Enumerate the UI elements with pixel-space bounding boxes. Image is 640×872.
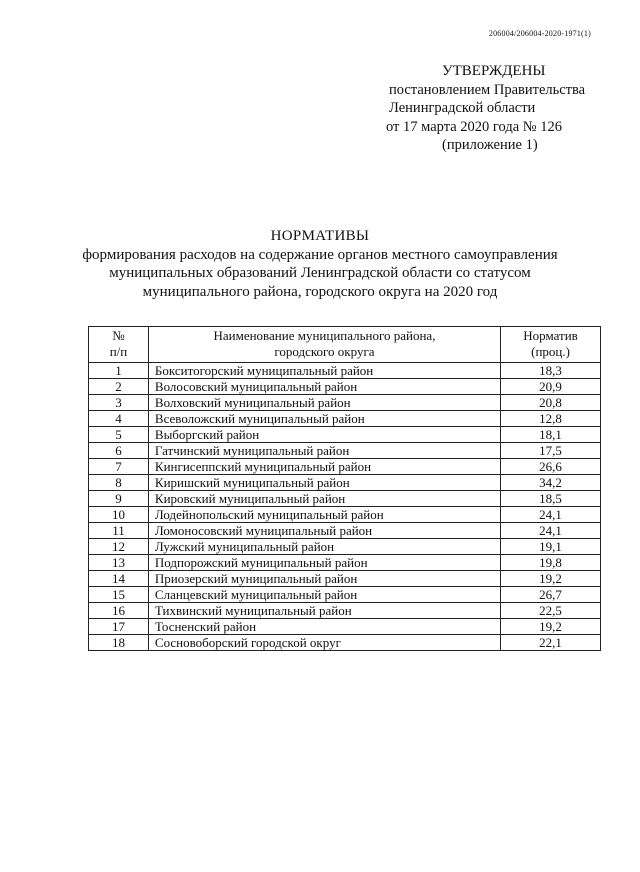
row-value: 34,2	[501, 475, 601, 491]
heading-line: муниципальных образований Ленинградской области со статусом	[109, 265, 531, 281]
approval-title: УТВЕРЖДЕНЫ	[442, 63, 546, 79]
row-value: 18,5	[501, 491, 601, 507]
row-value: 26,6	[501, 459, 601, 475]
row-name: Волховский муниципальный район	[148, 395, 500, 411]
table-row	[89, 523, 601, 539]
document-title: НОРМАТИВЫ	[270, 228, 370, 244]
document-id: 206004/206004-2020-1971(1)	[488, 29, 591, 38]
row-value: 22,5	[501, 603, 601, 619]
row-value: 20,8	[501, 395, 601, 411]
table-row	[89, 443, 601, 459]
row-name: Гатчинский муниципальный район	[148, 443, 500, 459]
table-row	[89, 555, 601, 571]
header-text: Норматив	[523, 328, 578, 343]
row-name: Кировский муниципальный район	[148, 491, 500, 507]
table-row	[89, 395, 601, 411]
table-row	[89, 587, 601, 603]
header-text: (проц.)	[531, 344, 570, 359]
table-row	[89, 571, 601, 587]
norms-table	[88, 326, 601, 651]
row-name: Сланцевский муниципальный район	[148, 587, 500, 603]
table-row	[89, 475, 601, 491]
table-row	[89, 507, 601, 523]
heading-line: муниципального района, городского округа на 2020 год	[142, 283, 498, 300]
row-name: Выборгский район	[148, 427, 500, 443]
approval-line: (приложение 1)	[442, 137, 538, 153]
row-num: 14	[89, 571, 149, 587]
row-name: Лодейнопольский муниципальный район	[148, 507, 500, 523]
header-text: п/п	[109, 344, 128, 359]
row-name: Киришский муниципальный район	[148, 475, 500, 491]
row-value: 22,1	[501, 635, 601, 651]
row-name: Приозерский муниципальный район	[148, 571, 500, 587]
row-num: 7	[89, 459, 149, 475]
row-num: 1	[89, 363, 149, 379]
row-num: 13	[89, 555, 149, 571]
row-name: Волосовский муниципальный район	[148, 379, 500, 395]
table-row	[89, 491, 601, 507]
row-num: 4	[89, 411, 149, 427]
header-text: городского округа	[274, 344, 375, 359]
row-value: 12,8	[501, 411, 601, 427]
row-value: 19,2	[501, 571, 601, 587]
header-name	[148, 327, 500, 363]
row-name: Сосновоборский городской округ	[148, 635, 500, 651]
table-row	[89, 379, 601, 395]
row-name: Всеволожский муниципальный район	[148, 411, 500, 427]
table-row	[89, 363, 601, 379]
row-name: Ломоносовский муниципальный район	[148, 523, 500, 539]
row-value: 20,9	[501, 379, 601, 395]
row-value: 26,7	[501, 587, 601, 603]
row-value: 19,2	[501, 619, 601, 635]
row-num: 5	[89, 427, 149, 443]
row-value: 19,8	[501, 555, 601, 571]
row-value: 24,1	[501, 523, 601, 539]
row-name: Тосненский район	[148, 619, 500, 635]
row-num: 17	[89, 619, 149, 635]
table-row	[89, 603, 601, 619]
row-name: Бокситогорский муниципальный район	[148, 363, 500, 379]
approval-line: постановлением Правительства	[389, 81, 586, 98]
row-num: 16	[89, 603, 149, 619]
row-value: 24,1	[501, 507, 601, 523]
header-value	[501, 327, 601, 363]
approval-line: от 17 марта 2020 года № 126	[386, 118, 562, 135]
table-row	[89, 411, 601, 427]
row-num: 12	[89, 539, 149, 555]
row-num: 6	[89, 443, 149, 459]
table-row	[89, 539, 601, 555]
row-value: 18,1	[501, 427, 601, 443]
row-name: Тихвинский муниципальный район	[148, 603, 500, 619]
table-header-row	[89, 327, 601, 363]
row-name: Кингисеппский муниципальный район	[148, 459, 500, 475]
approval-line: Ленинградской области	[389, 100, 536, 116]
table-row	[89, 635, 601, 651]
document-heading	[0, 227, 640, 301]
table-row	[89, 459, 601, 475]
row-num: 2	[89, 379, 149, 395]
row-num: 3	[89, 395, 149, 411]
row-name: Подпорожский муниципальный район	[148, 555, 500, 571]
heading-line: формирования расходов на содержание органов местного самоуправления	[82, 246, 558, 263]
header-text: Наименование муниципального района,	[213, 328, 436, 343]
row-value: 17,5	[501, 443, 601, 459]
row-num: 9	[89, 491, 149, 507]
row-name: Лужский муниципальный район	[148, 539, 500, 555]
row-num: 8	[89, 475, 149, 491]
table-row	[89, 427, 601, 443]
row-num: 10	[89, 507, 149, 523]
table-row	[89, 619, 601, 635]
approval-block	[386, 62, 606, 155]
row-value: 18,3	[501, 363, 601, 379]
row-value: 19,1	[501, 539, 601, 555]
row-num: 11	[89, 523, 149, 539]
header-num	[89, 327, 149, 363]
row-num: 15	[89, 587, 149, 603]
row-num: 18	[89, 635, 149, 651]
header-text: №	[112, 328, 125, 343]
